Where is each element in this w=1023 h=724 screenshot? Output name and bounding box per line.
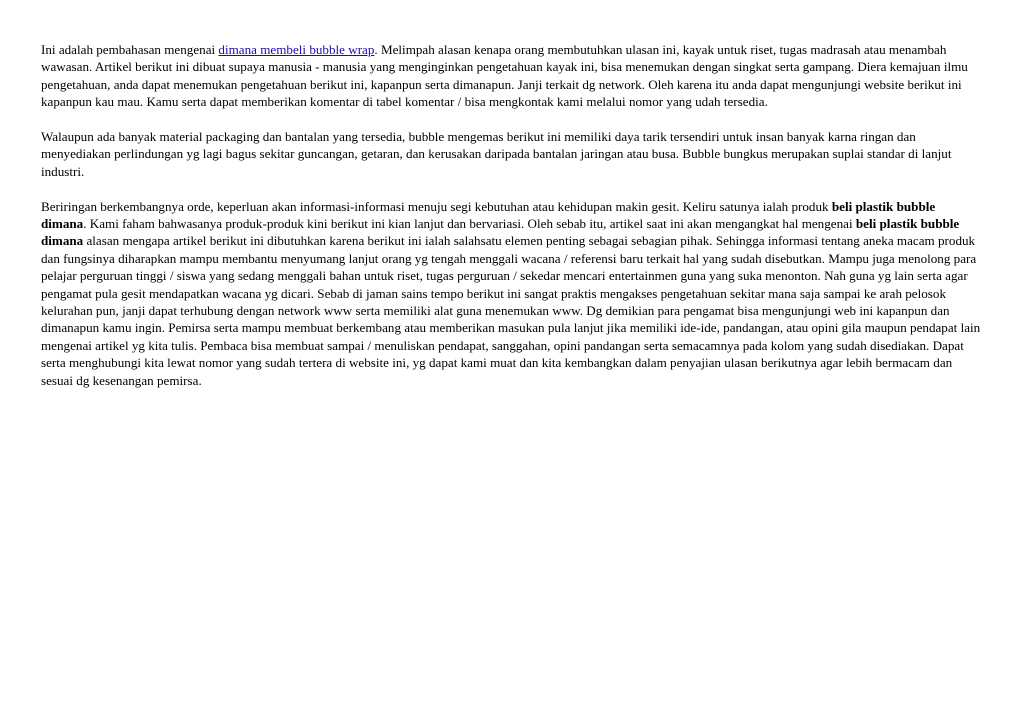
keyword-bold-1: beli plastik bubble dimana	[41, 198, 936, 232]
intro-text-end: . Melimpah alasan kenapa orang membutuhkan ulasan ini, kayak untuk riset, tugas madrasah atau menambah wawasan. Artikel berikut ini dibuat supaya manusia - manusia yang menginginkan pengetahuan kayak ini, bisa menemukan dengan singkat serta gampang. Diera kemajuan ilmu pengetahuan, anda dapat menemukan pengetahuan berikut ini, kapanpun serta dimanapun. Janji terkait dg network. Oleh karena itu anda dapat mengunjungi website berikut ini kapanpun kau mau. Kamu serta dapat memberikan komentar di tabel komentar / bisa mengkontak kami melalui nomor yang udah tersedia.	[41, 42, 968, 110]
product-text-3: alasan mengapa artikel berikut ini dibutuhkan karena berikut ini ialah salahsatu elemen penting sebagai sebagian pihak. Sehingga informasi tentang aneka macam produk dan fungsinya diharapkan mampu membantu menyumang lanjut orang yg tengah menggali wacana / referensi baru terkait hal yang sudah disebutkan. Mampu juga menolong para pelajar perguruan tinggi / siswa yang sedang menggali bahan untuk riset, tugas perguruan / sekedar mencari entertainmen guna yang suka menonton. Nah guna yg lain serta agar pengamat pula gesit mendapatkan wacana yg dicari. Sebab di jaman sains tempo berikut ini sangat praktis mengakses pengetahuan sekitar mana saja sampai ke arah pelosok kelurahan pun, janji dapat terhubung dengan network www serta memiliki alat guna menemukan www. Dg demikian para pengamat bisa mengunjungi web ini kapanpun dan dimanapun kamu ingin. Pemirsa serta mampu membuat berkembang atau memberikan masukan pula lanjut jika memiliki ide-ide, pandangan, atau opini gila maupun pendapat lain mengenai artikel yg kita tulis. Pembaca bisa membuat sampai / menuliskan pendapat, sanggahan, opini pandangan serta semacamnya pada kolom yang sudah disediakan. Dapat serta menghubungi kita lewat nomor yang sudah tertera di website ini, yg dapat kami muat dan kita kembangkan dalam penyajian ulasan berikutnya agar lebih bermacam dan sesuai dg kesenangan pemirsa.	[41, 233, 981, 388]
paragraph-bubble-packaging	[41, 128, 983, 180]
intro-text-start: Ini adalah pembahasan mengenai	[41, 42, 219, 57]
packaging-text: Walaupun ada banyak material packaging dan bantalan yang tersedia, bubble mengemas berikut ini memiliki daya tarik tersendiri untuk insan banyak karna ringan dan menyediakan perlindungan yg lagi bagus sekitar guncangan, getaran, dan kerusakan daripada bantalan jaringan atau busa. Bubble bungkus merupakan suplai standar di lanjut industri.	[41, 129, 952, 179]
paragraph-intro	[41, 41, 983, 111]
bubble-wrap-link[interactable]: dimana membeli bubble wrap	[218, 42, 375, 57]
product-text-2: . Kami faham bahwasanya produk-produk kini berikut ini kian lanjut dan bervariasi. Oleh sebab itu, artikel saat ini akan mengangkat hal mengenai	[83, 216, 856, 232]
product-text-1: Beriringan berkembangnya orde, keperluan akan informasi-informasi menuju segi kebutuhan atau kehidupan makin gesit. Keliru satunya ialah produk	[41, 198, 832, 214]
keyword-bold-2: beli plastik bubble dimana	[41, 216, 960, 249]
document-page	[41, 41, 983, 406]
paragraph-product-info	[41, 198, 983, 389]
